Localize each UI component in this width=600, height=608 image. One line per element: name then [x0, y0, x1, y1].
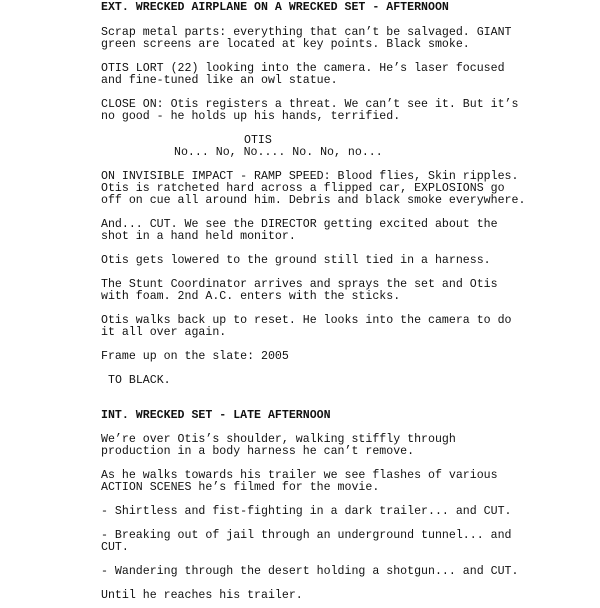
character-name: OTIS: [244, 134, 272, 147]
transition: TO BLACK.: [108, 374, 171, 387]
scene-heading-1: EXT. WRECKED AIRPLANE ON A WRECKED SET - AFTERNOON: [101, 1, 449, 14]
action-paragraph: - Shirtless and fist-fighting in a dark trailer... and CUT.: [101, 505, 512, 518]
action-paragraph: As he walks towards his trailer we see flashes of various ACTION SCENES he’s filmed for the movie.: [101, 469, 498, 495]
action-paragraph: Until he reaches his trailer.: [101, 589, 303, 602]
action-paragraph: ON INVISIBLE IMPACT - RAMP SPEED: Blood flies, Skin ripples. Otis is ratcheted hard across a flipped car, EXPLOSIONS go off on cue all around him. Debris and black smoke everywhere.: [101, 170, 526, 208]
action-paragraph: - Wandering through the desert holding a shotgun... and CUT.: [101, 565, 519, 578]
action-paragraph: Frame up on the slate: 2005: [101, 350, 289, 363]
action-paragraph: Otis gets lowered to the ground still tied in a harness.: [101, 254, 491, 267]
action-paragraph: We’re over Otis’s shoulder, walking stiffly through production in a body harness he can’t remove.: [101, 433, 456, 459]
dialogue: No... No, No.... No. No, no...: [174, 146, 383, 159]
scene-heading-2: INT. WRECKED SET - LATE AFTERNOON: [101, 409, 331, 422]
action-paragraph: Otis walks back up to reset. He looks into the camera to do it all over again.: [101, 314, 512, 340]
action-paragraph: OTIS LORT (22) looking into the camera. He’s laser focused and fine-tuned like an owl statue.: [101, 62, 505, 88]
action-paragraph: The Stunt Coordinator arrives and sprays the set and Otis with foam. 2nd A.C. enters with the sticks.: [101, 278, 498, 304]
action-paragraph: Scrap metal parts: everything that can’t be salvaged. GIANT green screens are located at key points. Black smoke.: [101, 26, 512, 52]
action-paragraph: - Breaking out of jail through an underground tunnel... and CUT.: [101, 529, 512, 555]
action-paragraph: And... CUT. We see the DIRECTOR getting excited about the shot in a hand held monitor.: [101, 218, 498, 244]
action-paragraph: CLOSE ON: Otis registers a threat. We can’t see it. But it’s no good - he holds up his hands, terrified.: [101, 98, 519, 124]
